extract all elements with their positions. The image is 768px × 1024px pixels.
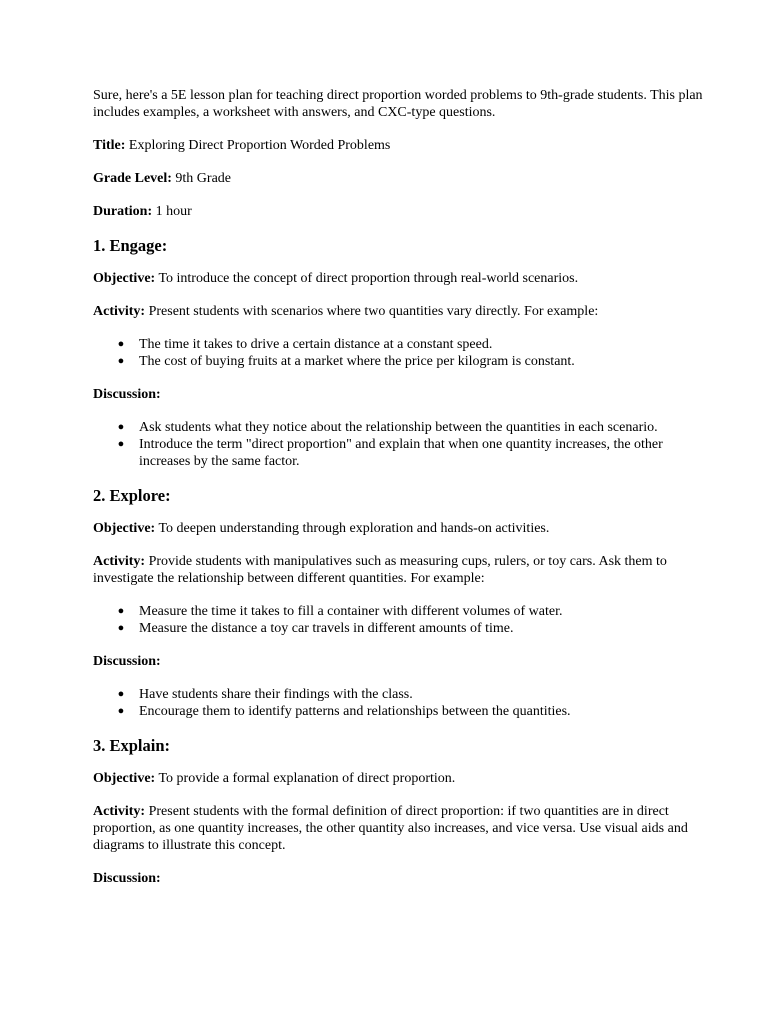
intro-paragraph: Sure, here's a 5E lesson plan for teaching direct proportion worded problems to 9th-grade students. This plan includes examples, a worksheet with answers, and CXC-type questions. xyxy=(93,88,703,120)
title-label: Title: xyxy=(93,138,126,153)
list-item: ● The cost of buying fruits at a market where the price per kilogram is constant. xyxy=(117,354,575,369)
title-line xyxy=(93,137,708,154)
engage-activity xyxy=(93,303,708,320)
explain-objective xyxy=(93,770,708,787)
engage-discussion-list xyxy=(93,419,708,470)
list-item: ● The time it takes to drive a certain distance at a constant speed. xyxy=(117,337,493,352)
engage-objective xyxy=(93,270,708,287)
grade-label: Grade Level: xyxy=(93,171,172,186)
list-item: ● Encourage them to identify patterns and relationships between the quantities. xyxy=(117,704,571,719)
bullet-icon: ● xyxy=(117,438,125,450)
objective-label: Objective: xyxy=(93,521,156,536)
list-item: ● Introduce the term "direct proportion" and explain that when one quantity increases, the other increases by the same factor. xyxy=(117,437,663,469)
duration-line xyxy=(93,203,708,220)
bullet-icon: ● xyxy=(117,355,125,367)
explore-discussion-list xyxy=(93,686,708,720)
bullet-icon: ● xyxy=(117,705,125,717)
objective-text: To introduce the concept of direct proportion through real-world scenarios. xyxy=(158,271,579,286)
explain-activity xyxy=(93,803,708,854)
grade-line xyxy=(93,170,708,187)
explore-objective xyxy=(93,520,708,537)
engage-discussion-label: Discussion: xyxy=(93,387,161,402)
activity-label: Activity: xyxy=(93,804,146,819)
title-value: Exploring Direct Proportion Worded Problems xyxy=(128,138,391,153)
engage-examples-list xyxy=(93,336,708,370)
activity-label: Activity: xyxy=(93,554,146,569)
explain-discussion-label: Discussion: xyxy=(93,871,161,886)
list-item: ● Have students share their findings with the class. xyxy=(117,687,413,702)
duration-value: 1 hour xyxy=(155,204,192,219)
section-heading-explore: 2. Explore: xyxy=(93,486,171,505)
bullet-icon: ● xyxy=(117,622,125,634)
grade-value: 9th Grade xyxy=(175,171,232,186)
objective-text: To provide a formal explanation of direct proportion. xyxy=(158,771,456,786)
list-item: ● Measure the distance a toy car travels in different amounts of time. xyxy=(117,621,514,636)
activity-text: Provide students with manipulatives such as measuring cups, rulers, or toy cars. Ask them to investigate the relationship between different quantities. For example: xyxy=(93,554,667,586)
activity-label: Activity: xyxy=(93,304,146,319)
objective-text: To deepen understanding through exploration and hands-on activities. xyxy=(158,521,550,536)
explore-examples-list xyxy=(93,603,708,637)
bullet-icon: ● xyxy=(117,688,125,700)
section-heading-explain: 3. Explain: xyxy=(93,736,171,755)
bullet-icon: ● xyxy=(117,605,125,617)
duration-label: Duration: xyxy=(93,204,153,219)
explore-discussion-label: Discussion: xyxy=(93,654,161,669)
explore-activity xyxy=(93,553,708,587)
section-heading-engage: 1. Engage: xyxy=(93,236,168,255)
bullet-icon: ● xyxy=(117,421,125,433)
objective-label: Objective: xyxy=(93,271,156,286)
list-item: ● Ask students what they notice about the relationship between the quantities in each scenario. xyxy=(117,420,658,435)
activity-text: Present students with the formal definition of direct proportion: if two quantities are in direct proportion, as one quantity increases, the other quantity also increases, and vice versa. Use visual aids and diagrams to illustrate this concept. xyxy=(93,804,688,853)
list-item: ● Measure the time it takes to fill a container with different volumes of water. xyxy=(117,604,563,619)
activity-text: Present students with scenarios where two quantities vary directly. For example: xyxy=(148,304,599,319)
objective-label: Objective: xyxy=(93,771,156,786)
bullet-icon: ● xyxy=(117,338,125,350)
